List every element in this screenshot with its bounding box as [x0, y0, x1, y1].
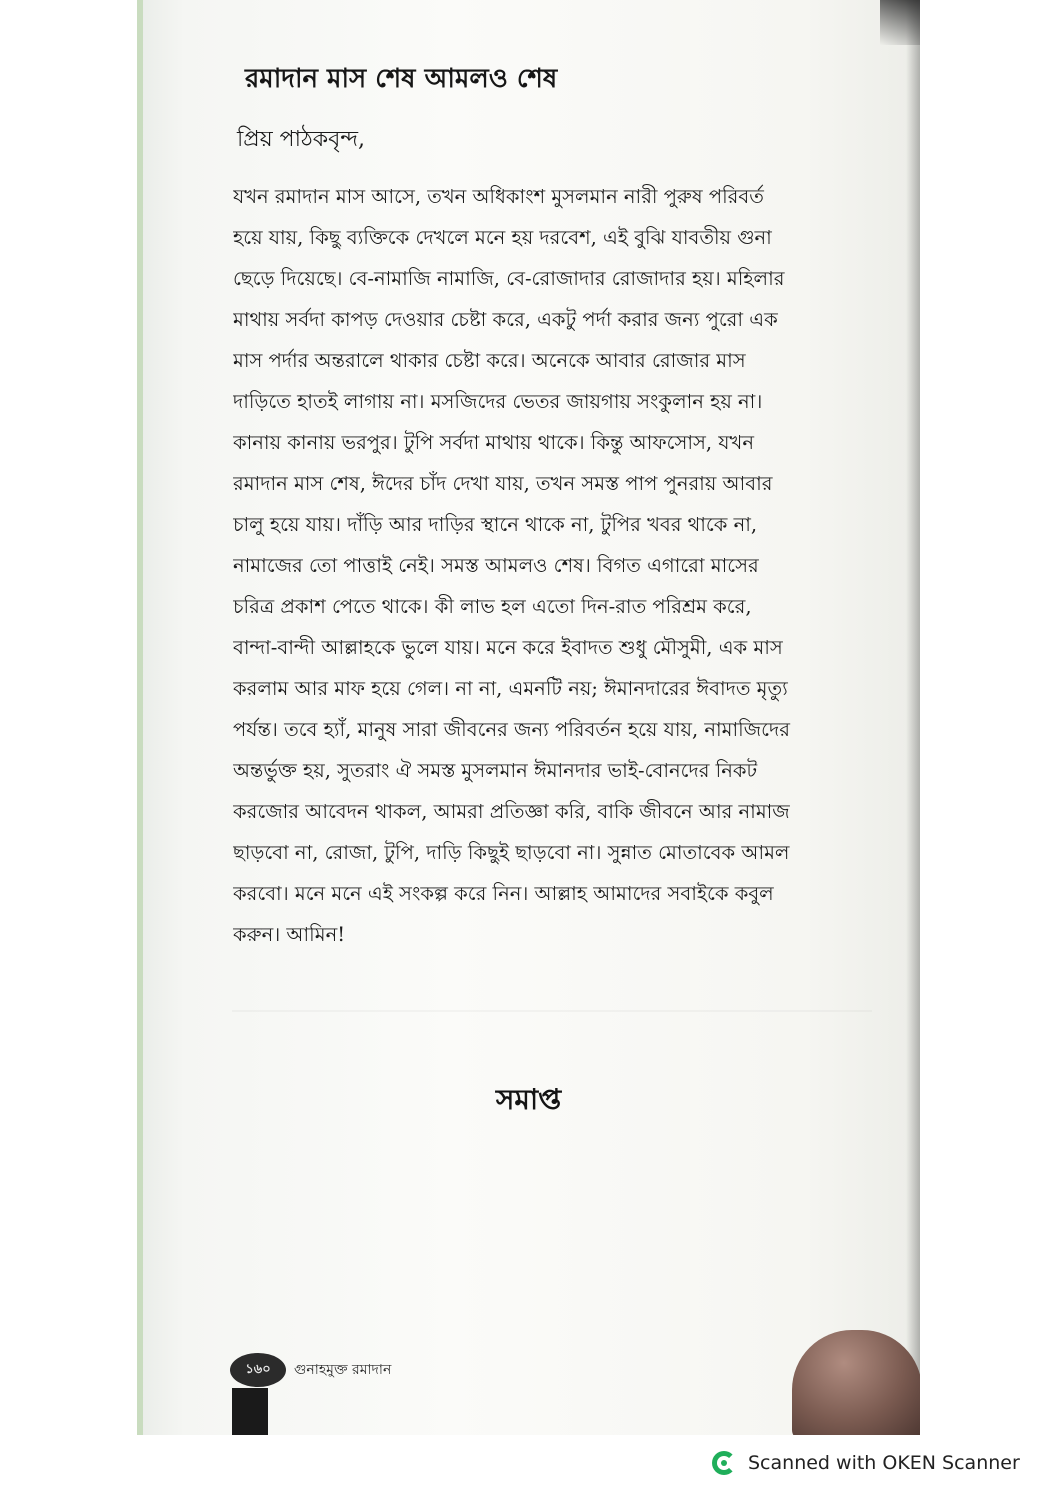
body-line: পর্যন্ত। তবে হ্যাঁ, মানুষ সারা জীবনের জন্য পরিবর্তন হয়ে যায়, নামাজিদের	[233, 718, 790, 741]
finger-shadow	[792, 1330, 920, 1435]
body-line: রমাদান মাস শেষ, ঈদের চাঁদ দেখা যায়, তখন সমস্ত পাপ পুনরায় আবার	[233, 472, 773, 495]
body-line: চালু হয়ে যায়। দাঁড়ি আর দাড়ির স্থানে থাকে না, টুপির খবর থাকে না,	[233, 513, 758, 536]
body-line: মাস পর্দার অন্তরালে থাকার চেষ্টা করে। অনেকে আবার রোজার মাস	[233, 349, 746, 372]
body-line: করুন। আমিন!	[233, 923, 346, 946]
page-edge	[137, 0, 143, 1435]
body-line: বান্দা-বান্দী আল্লাহকে ভুলে যায়। মনে করে ইবাদত শুধু মৌসুমী, এক মাস	[233, 636, 783, 659]
body-line: অন্তর্ভুক্ত হয়, সুতরাং ঐ সমস্ত মুসলমান ঈমানদার ভাই-বোনদের নিকট	[233, 759, 758, 782]
body-line: করবো। মনে মনে এই সংকল্প করে নিন। আল্লাহ আমাদের সবাইকে কবুল	[233, 882, 774, 905]
body-line: যখন রমাদান মাস আসে, তখন অধিকাংশ মুসলমান নারী পুরুষ পরিবর্ত	[233, 185, 764, 208]
scanner-watermark	[712, 1449, 1020, 1477]
body-text	[233, 176, 903, 955]
body-line: নামাজের তো পাত্তাই নেই। সমস্ত আমলও শেষ। বিগত এগারো মাসের	[233, 554, 759, 577]
bleed-through-text	[232, 1010, 872, 1052]
body-line: কানায় কানায় ভরপুর। টুপি সর্বদা মাথায় থাকে। কিন্তু আফসোস, যখন	[233, 431, 754, 454]
body-line: ছেড়ে দিয়েছে। বে-নামাজি নামাজি, বে-রোজাদার রোজাদার হয়। মহিলার	[233, 267, 785, 290]
body-line: ছাড়বো না, রোজা, টুপি, দাড়ি কিছুই ছাড়বো না। সুন্নাত মোতাবেক আমল	[233, 841, 790, 864]
body-line: দাড়িতে হাতই লাগায় না। মসজিদের ভেতর জায়গায় সংকুলান হয় না।	[233, 390, 763, 413]
page-bottom-shadow	[232, 1388, 268, 1435]
body-line: চরিত্র প্রকাশ পেতে থাকে। কী লাভ হল এতো দিন-রাত পরিশ্রম করে,	[233, 595, 752, 618]
page-gutter-shadow	[906, 0, 920, 1435]
salutation: প্রিয় পাঠকবৃন্দ,	[237, 127, 366, 152]
book-title: গুনাহমুক্ত রমাদান	[294, 1362, 392, 1378]
body-line: করজোর আবেদন থাকল, আমরা প্রতিজ্ঞা করি, বাকি জীবনে আর নামাজ	[233, 800, 790, 823]
scanned-page-photo	[137, 0, 920, 1435]
body-line: করলাম আর মাফ হয়ে গেল। না না, এমনটি নয়; ঈমানদারের ঈবাদত মৃত্যু	[233, 677, 788, 700]
body-line: মাথায় সর্বদা কাপড় দেওয়ার চেষ্টা করে, একটু পর্দা করার জন্য পুরো এক	[233, 308, 778, 331]
ending-heading: সমাপ্ত	[495, 1083, 562, 1116]
body-line: হয়ে যায়, কিছু ব্যক্তিকে দেখলে মনে হয় দরবেশ, এই বুঝি যাবতীয় গুনা	[233, 226, 772, 249]
chapter-title: রমাদান মাস শেষ আমলও শেষ	[245, 64, 558, 94]
watermark-text: Scanned with OKEN Scanner	[748, 1452, 1020, 1474]
page-number: ১৬০	[230, 1353, 286, 1387]
oken-logo-icon	[712, 1451, 736, 1475]
page-footer	[230, 1350, 391, 1390]
